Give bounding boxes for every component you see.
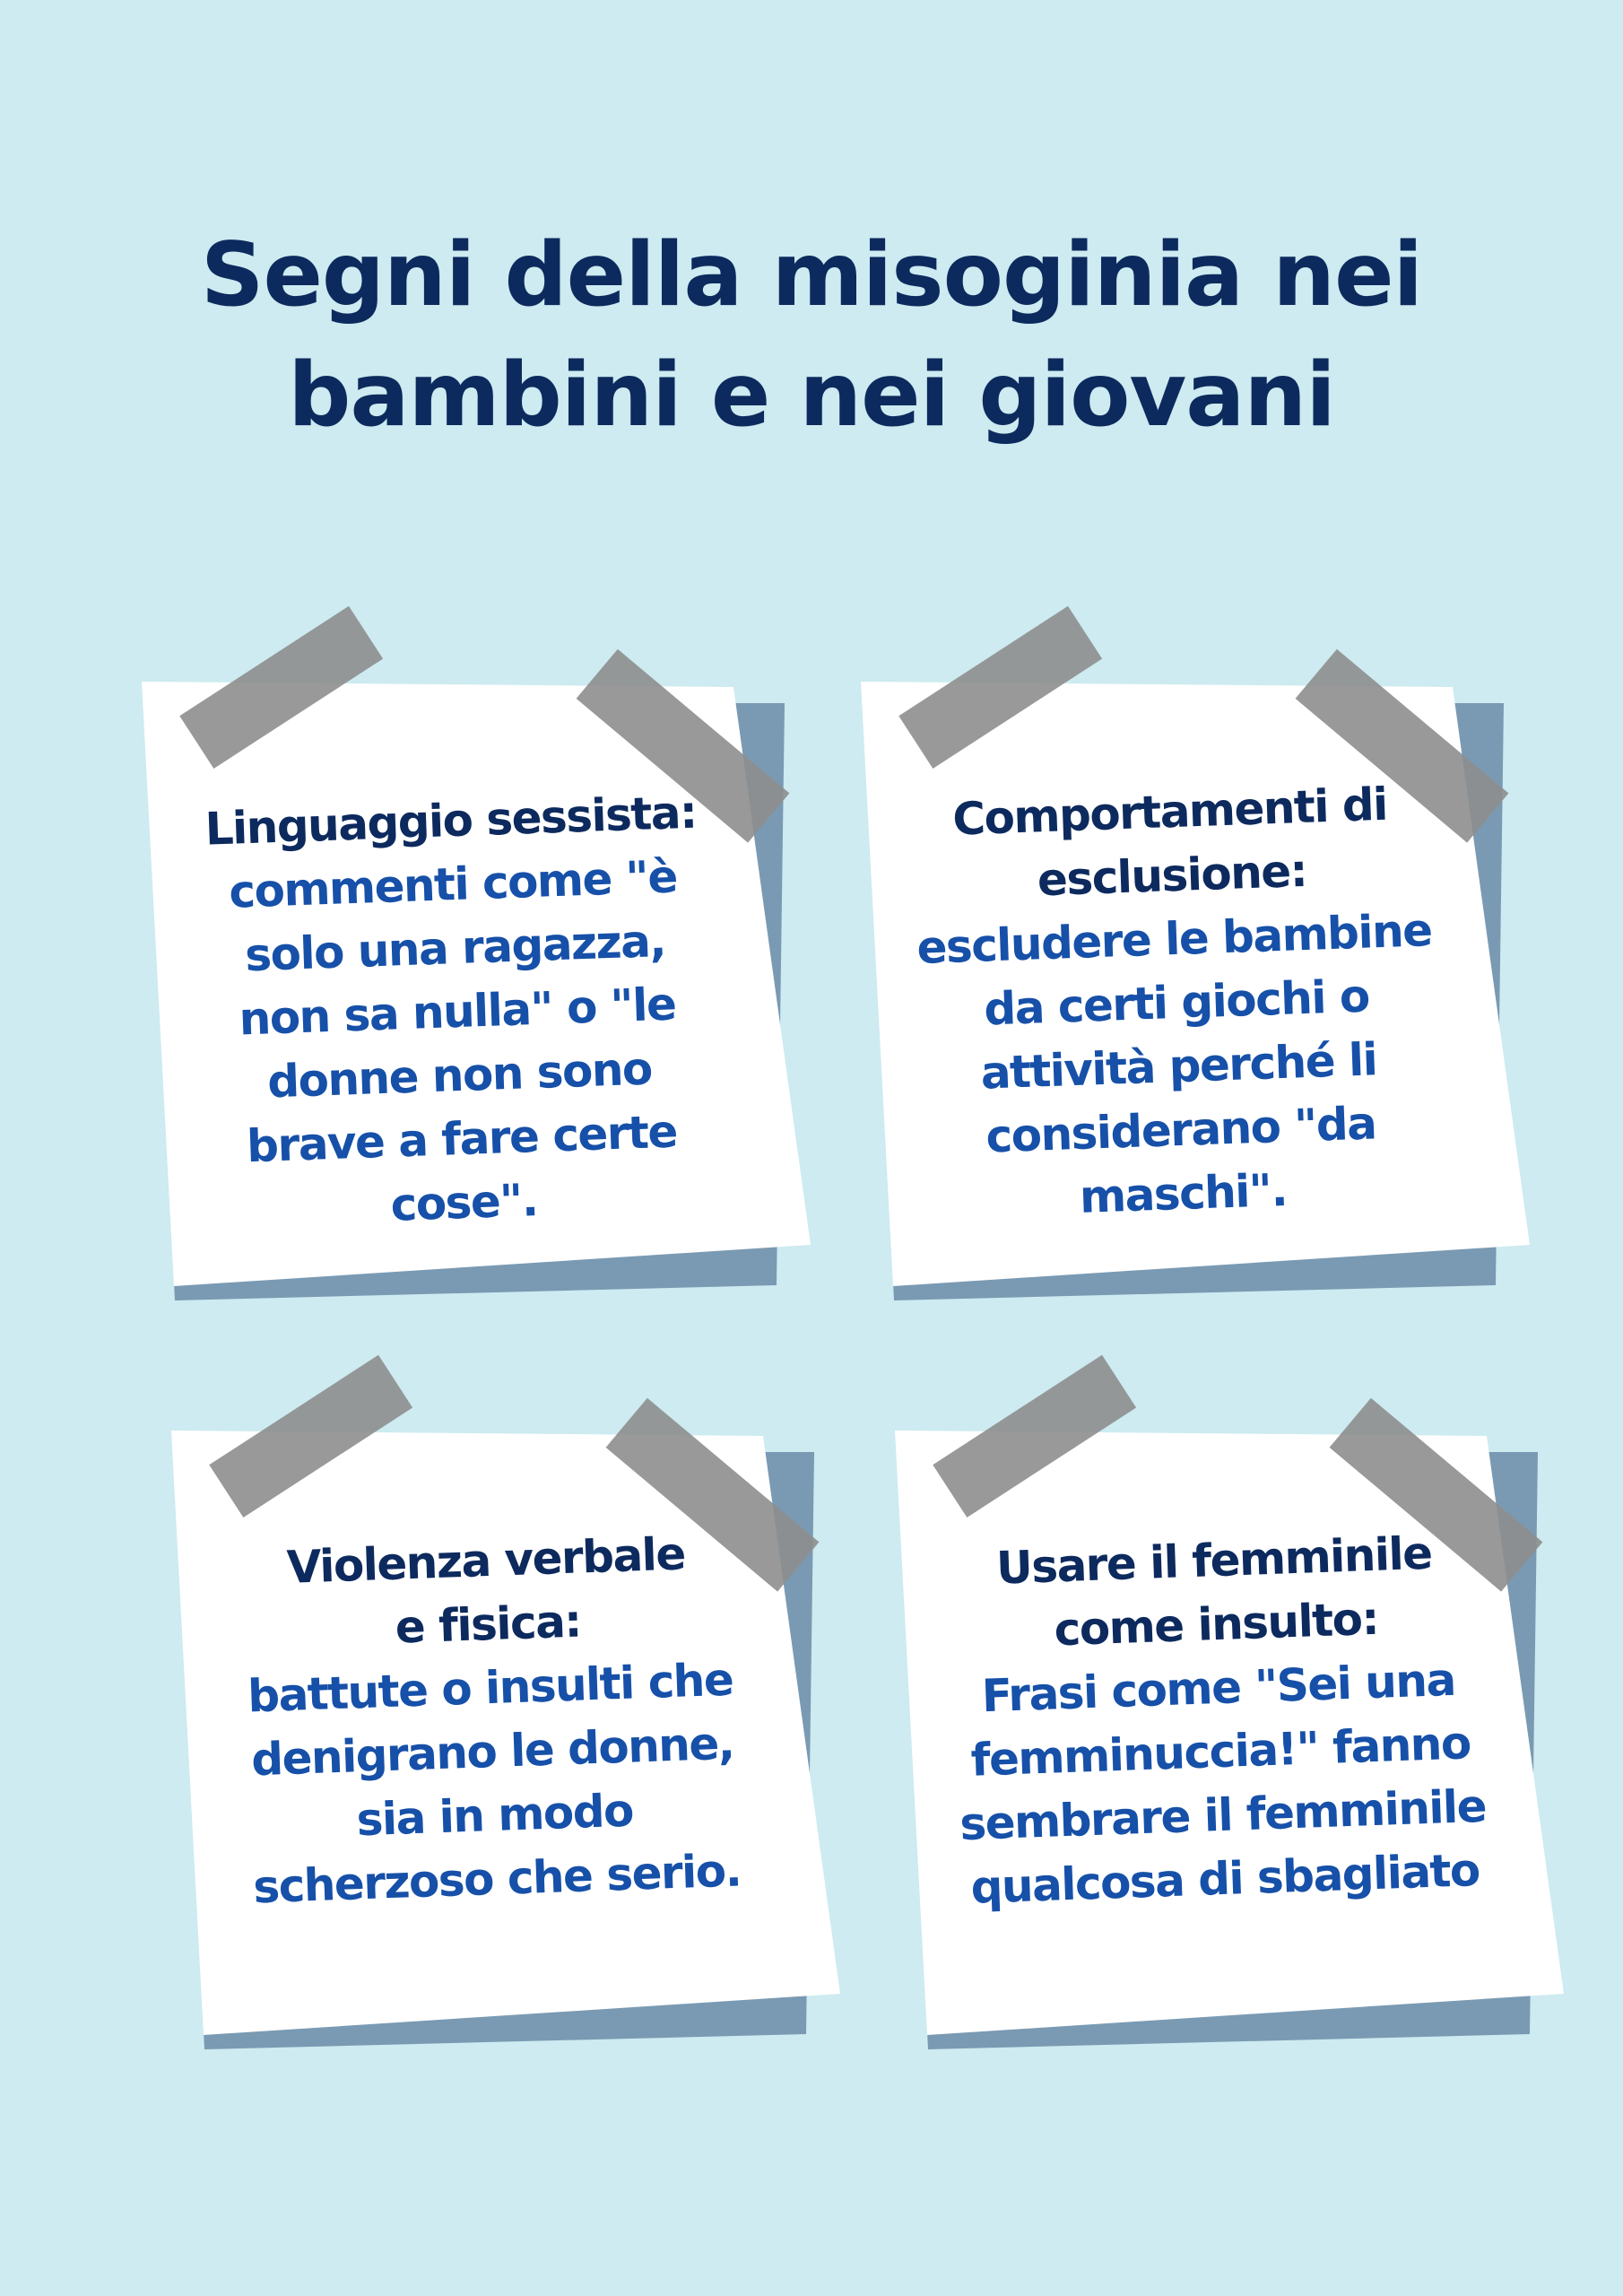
note-body: Frasi come "Sei una femminuccia!" fanno sembrare il femminile qualcosa di sbagliato — [959, 1653, 1487, 1914]
sticky-note-4 — [843, 1377, 1578, 2040]
note-content — [189, 1519, 794, 1922]
note-content — [908, 1518, 1531, 1921]
sticky-note-3 — [119, 1377, 855, 2040]
page-title-line-1: Segni della misoginia nei — [200, 224, 1423, 326]
page-title-line-2: bambini e nei giovani — [288, 344, 1335, 447]
note-heading: Linguaggio sessista: — [204, 786, 698, 856]
sticky-note-2 — [809, 628, 1544, 1292]
note-content — [864, 770, 1489, 1236]
note-heading: Violenza verbale e fisica: — [285, 1527, 686, 1654]
note-content — [163, 779, 752, 1245]
note-body: battute o insulti che denigrano le donne, sia in modo scherzoso che serio. — [247, 1653, 742, 1914]
note-heading: Comportamenti di esclusione: — [951, 778, 1388, 907]
page-title — [0, 215, 1623, 456]
sticky-note-1 — [90, 628, 825, 1292]
note-body: commenti come "è solo una ragazza, non sa nulla" o "le donne non sono brave a fare certe cose". — [228, 850, 678, 1231]
note-body: escludere le bambine da certi giochi o attività perché li considerano "da maschi". — [916, 904, 1433, 1223]
note-heading: Usare il femminile come insulto: — [995, 1526, 1433, 1657]
